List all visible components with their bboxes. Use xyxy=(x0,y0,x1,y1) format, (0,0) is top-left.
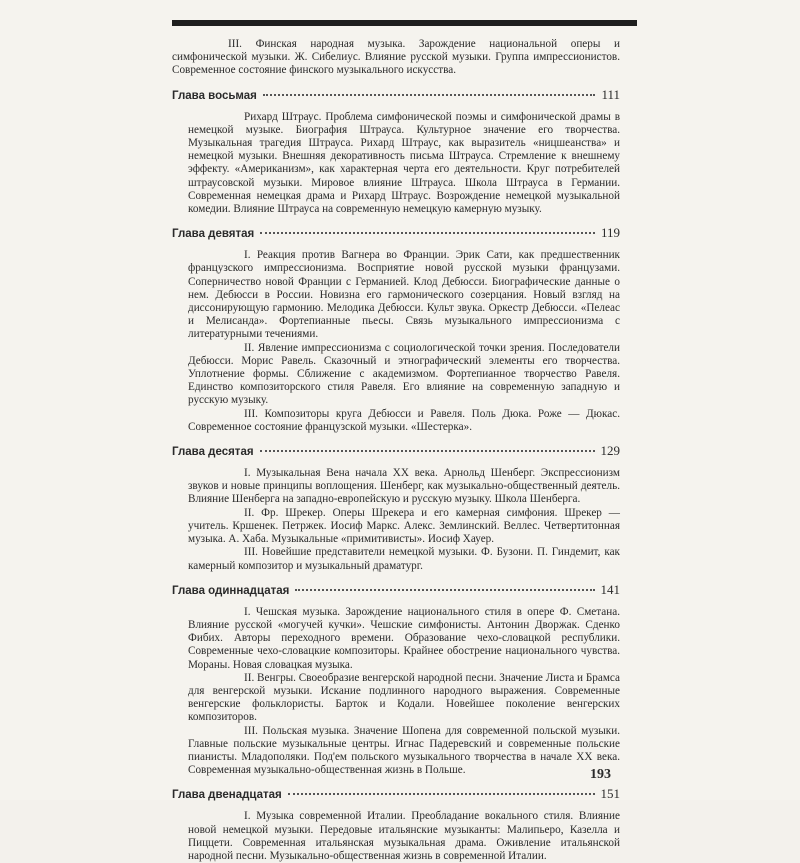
chapter-summary: II. Фр. Шрекер. Оперы Шрекера и его камерная симфония. Шрекер — учитель. Кршенек. Петржек. Иосиф Маркс. Алекс. Землинский. Веллес. Четвертитонная музыка. А. Хаба. Музыкальные «примитивисты». Иосиф Хауер. xyxy=(188,506,620,546)
chapter-page-number: 151 xyxy=(600,786,620,802)
chapter-summary: III. Композиторы круга Дебюсси и Равеля. Поль Дюка. Роже — Дюкас. Современное состояние французской музыки. «Шестерка». xyxy=(188,407,620,433)
dot-leader xyxy=(288,793,595,795)
chapter-page-number: 129 xyxy=(600,443,620,459)
chapter-summary: I. Музыка современной Италии. Преобладание вокального стиля. Влияние новой немецкой музыки. Передовые итальянские музыканты: Малипьеро, Казелла и Пиццети. Современная итальянская музыкальная драма. Оживление итальянской народной песни. Музыкально-общественная жизнь в современной Италии. xyxy=(188,810,620,862)
chapter-summary: I. Чешская музыка. Зарождение национального стиля в опере Ф. Сметана. Влияние русской «могучей кучки». Чешские симфонисты. Антонин Дворжак. Сденко Фибих. Авторы переходного времени. Образование чехо-словацкой республики. Современные чехо-словацкие композиторы. Крайнее обострение национального чувства. Мораны. Новая словацкая музыка. xyxy=(188,605,620,671)
chapter-8 xyxy=(172,87,620,217)
chapter-10 xyxy=(172,443,620,573)
chapter-11 xyxy=(172,582,620,778)
chapter-page-number: 119 xyxy=(600,225,620,241)
dot-leader xyxy=(263,94,596,96)
chapter-heading xyxy=(172,225,620,241)
chapter-title: Глава одиннадцатая xyxy=(172,584,290,597)
chapter-summary: II. Явление импрессионизма с социологической точки зрения. Последователи Дебюсси. Морис Равель. Сказочный и этнографический элементы его творчества. Уплотнение формы. Сближение с академизмом. Фортепианное творчество Равеля. Единство композиторского стиля Равеля. Его влияние на современную западную и русскую музыку. xyxy=(188,341,620,407)
chapter-heading xyxy=(172,87,620,103)
table-of-contents xyxy=(172,38,620,863)
chapter-title: Глава восьмая xyxy=(172,89,257,102)
chapter-summary: II. Венгры. Своеобразие венгерской народной песни. Значение Листа и Брамса для венгерской музыки. Искание подлинного народного выражения. Современные венгерские фольклористы. Барток и Кодали. Новейшее поколение венгерских композиторов. xyxy=(188,671,620,724)
top-rule xyxy=(172,20,637,26)
dot-leader xyxy=(260,232,595,234)
chapter-page-number: 141 xyxy=(600,581,620,597)
chapter-summary: III. Новейшие представители немецкой музыки. Ф. Бузони. П. Гиндемит, как камерный композитор и музыкальный драматург. xyxy=(188,546,620,572)
dot-leader xyxy=(260,450,595,452)
chapter-12 xyxy=(172,786,620,863)
chapter-summary: Рихард Штраус. Проблема симфонической поэмы и симфонической драмы в немецкой музыке. Биография Штрауса. Культурное значение его творчества. Музыкальная трагедия Штрауса. Рихард Штраус, как выразитель «ницшеанства» и немецкой музыки. Внешняя декоративность письма Штрауса. Стремление к внешнему эффекту. «Американизм», как характерная черта его деятельности. Круг потребителей штраусовской музыки. Мировое влияние Штрауса. Школа Штрауса в Германии. Современная немецкая драма и Рихард Штраус. Возрождение немецкой музыкальной комедии. Влияние Штрауса на современную немецкую камерную музыку. xyxy=(188,110,620,216)
chapter-heading xyxy=(172,582,620,598)
chapter-9 xyxy=(172,225,620,434)
chapter-summary: I. Реакция против Вагнера во Франции. Эрик Сати, как предшественник французского импрессионизма. Восприятие новой русской музыки французами. Соперничество новой Франции с Германией. Клод Дебюсси. Биографические данные о нем. Дебюсси в России. Новизна его гармонического созерцания. Новый взгляд на диссонирующую гармонию. Мелодика Дебюсси. Культ звука. Оркестр Дебюсси. «Пелеас и Мелисанда». Фортепианные пьесы. Связь музыкального импрессионизма с литературными течениями. xyxy=(188,249,620,341)
chapter-title: Глава двенадцатая xyxy=(172,789,282,802)
intro-paragraph: III. Финская народная музыка. Зарождение национальной оперы и симфонической музыки. Ж. Сибелиус. Влияние русской музыки. Группа импрессионистов. Современное состояние финского музыкального искусства. xyxy=(172,38,620,77)
chapter-page-number: 111 xyxy=(601,86,620,102)
chapter-summary: III. Польская музыка. Значение Шопена для современной польской музыки. Главные польские музыкальные центры. Игнас Падеревский и современные польские пианисты. Младополяки. Под'ем польского музыкального творчества в начале XX века. Современная музыкально-общественная жизнь в Польше. xyxy=(188,724,620,777)
page-number: 193 xyxy=(590,767,611,782)
chapter-title: Глава десятая xyxy=(172,446,254,459)
dot-leader xyxy=(295,589,594,591)
chapter-summary: I. Музыкальная Вена начала XX века. Арнольд Шенберг. Экспрессионизм звуков и новые принципы воплощения. Шенберг, как музыкально-общественный деятель. Влияние Шенберга на западно-европейскую и русскую музыку. Школа Шенберга. xyxy=(188,467,620,506)
chapter-title: Глава девятая xyxy=(172,228,255,241)
chapter-heading xyxy=(172,443,620,459)
